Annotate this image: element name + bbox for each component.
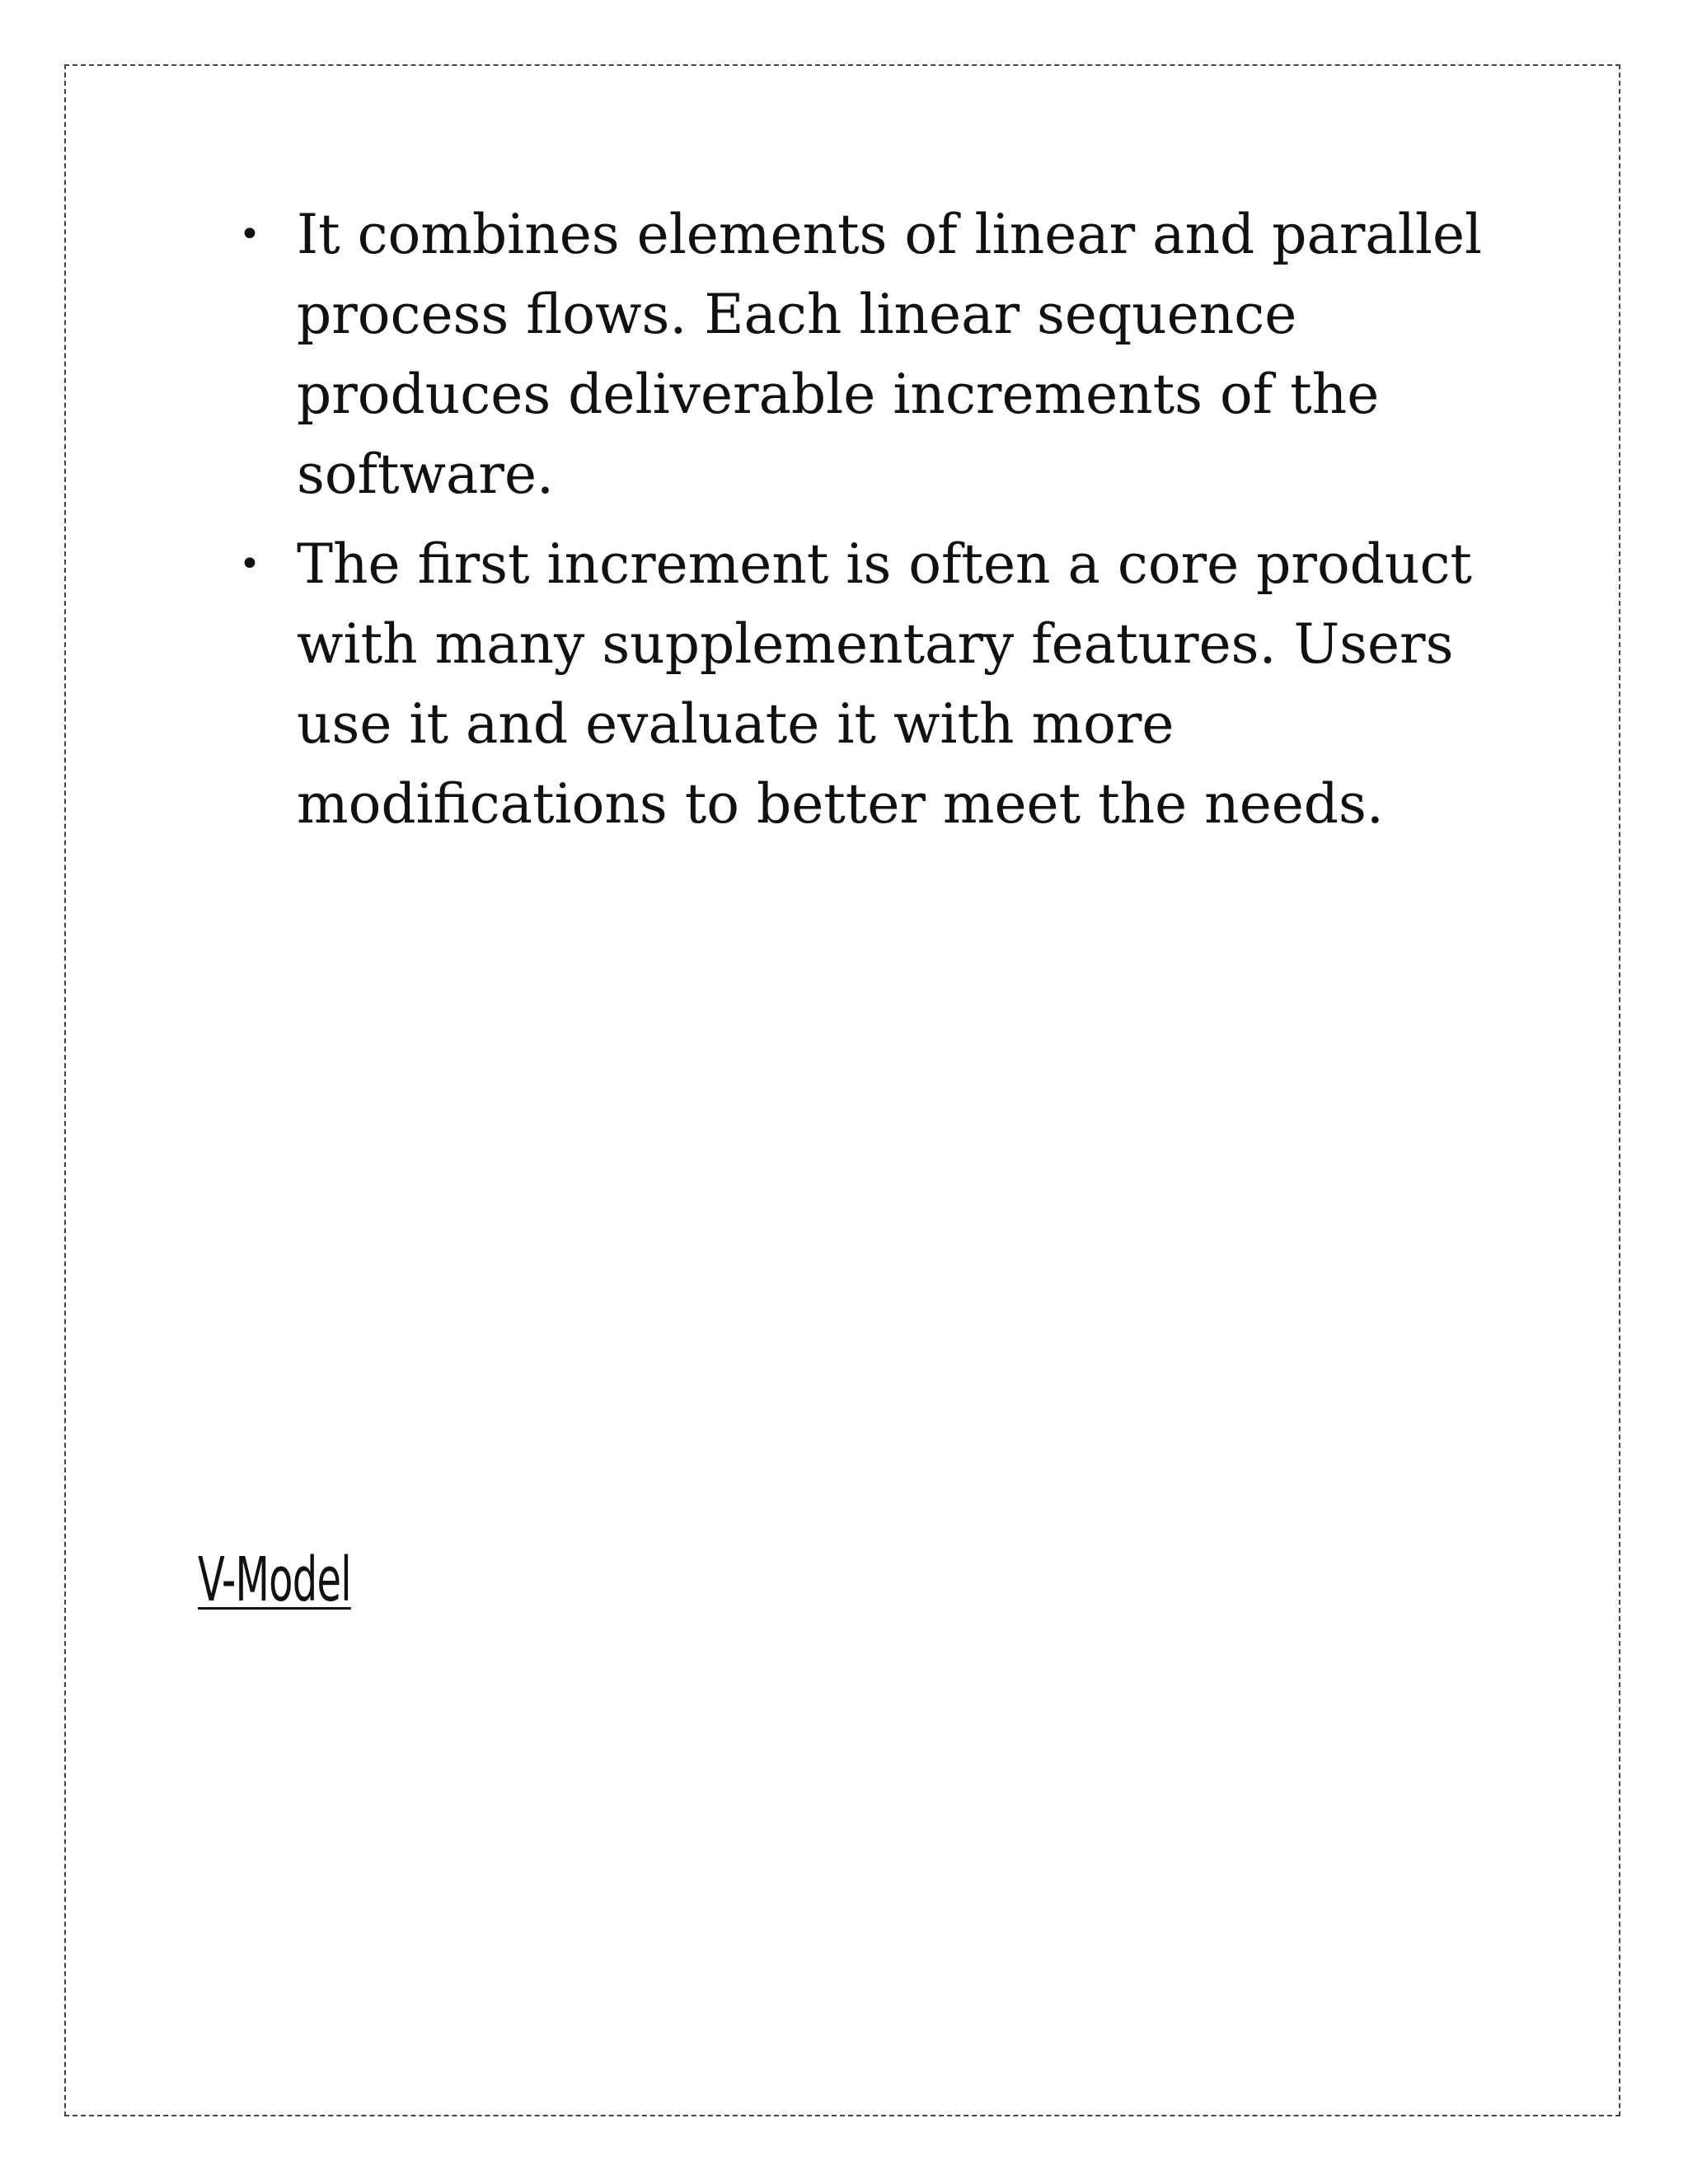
section-heading: V-Model — [198, 1544, 351, 1615]
bullet-marker: • — [239, 543, 260, 585]
bullet-text: It combines elements of linear and parallel process flows. Each linear sequence produces deliverable increments of the software. — [297, 203, 1483, 506]
bullet-list — [239, 194, 1500, 854]
bullet-text: The first increment is often a core product with many supplementary features. Users use it and evaluate it with more modifications to better meet the needs. — [297, 532, 1472, 836]
bullet-item — [239, 524, 1500, 844]
bullet-marker: • — [239, 213, 260, 255]
bullet-item — [239, 194, 1500, 514]
